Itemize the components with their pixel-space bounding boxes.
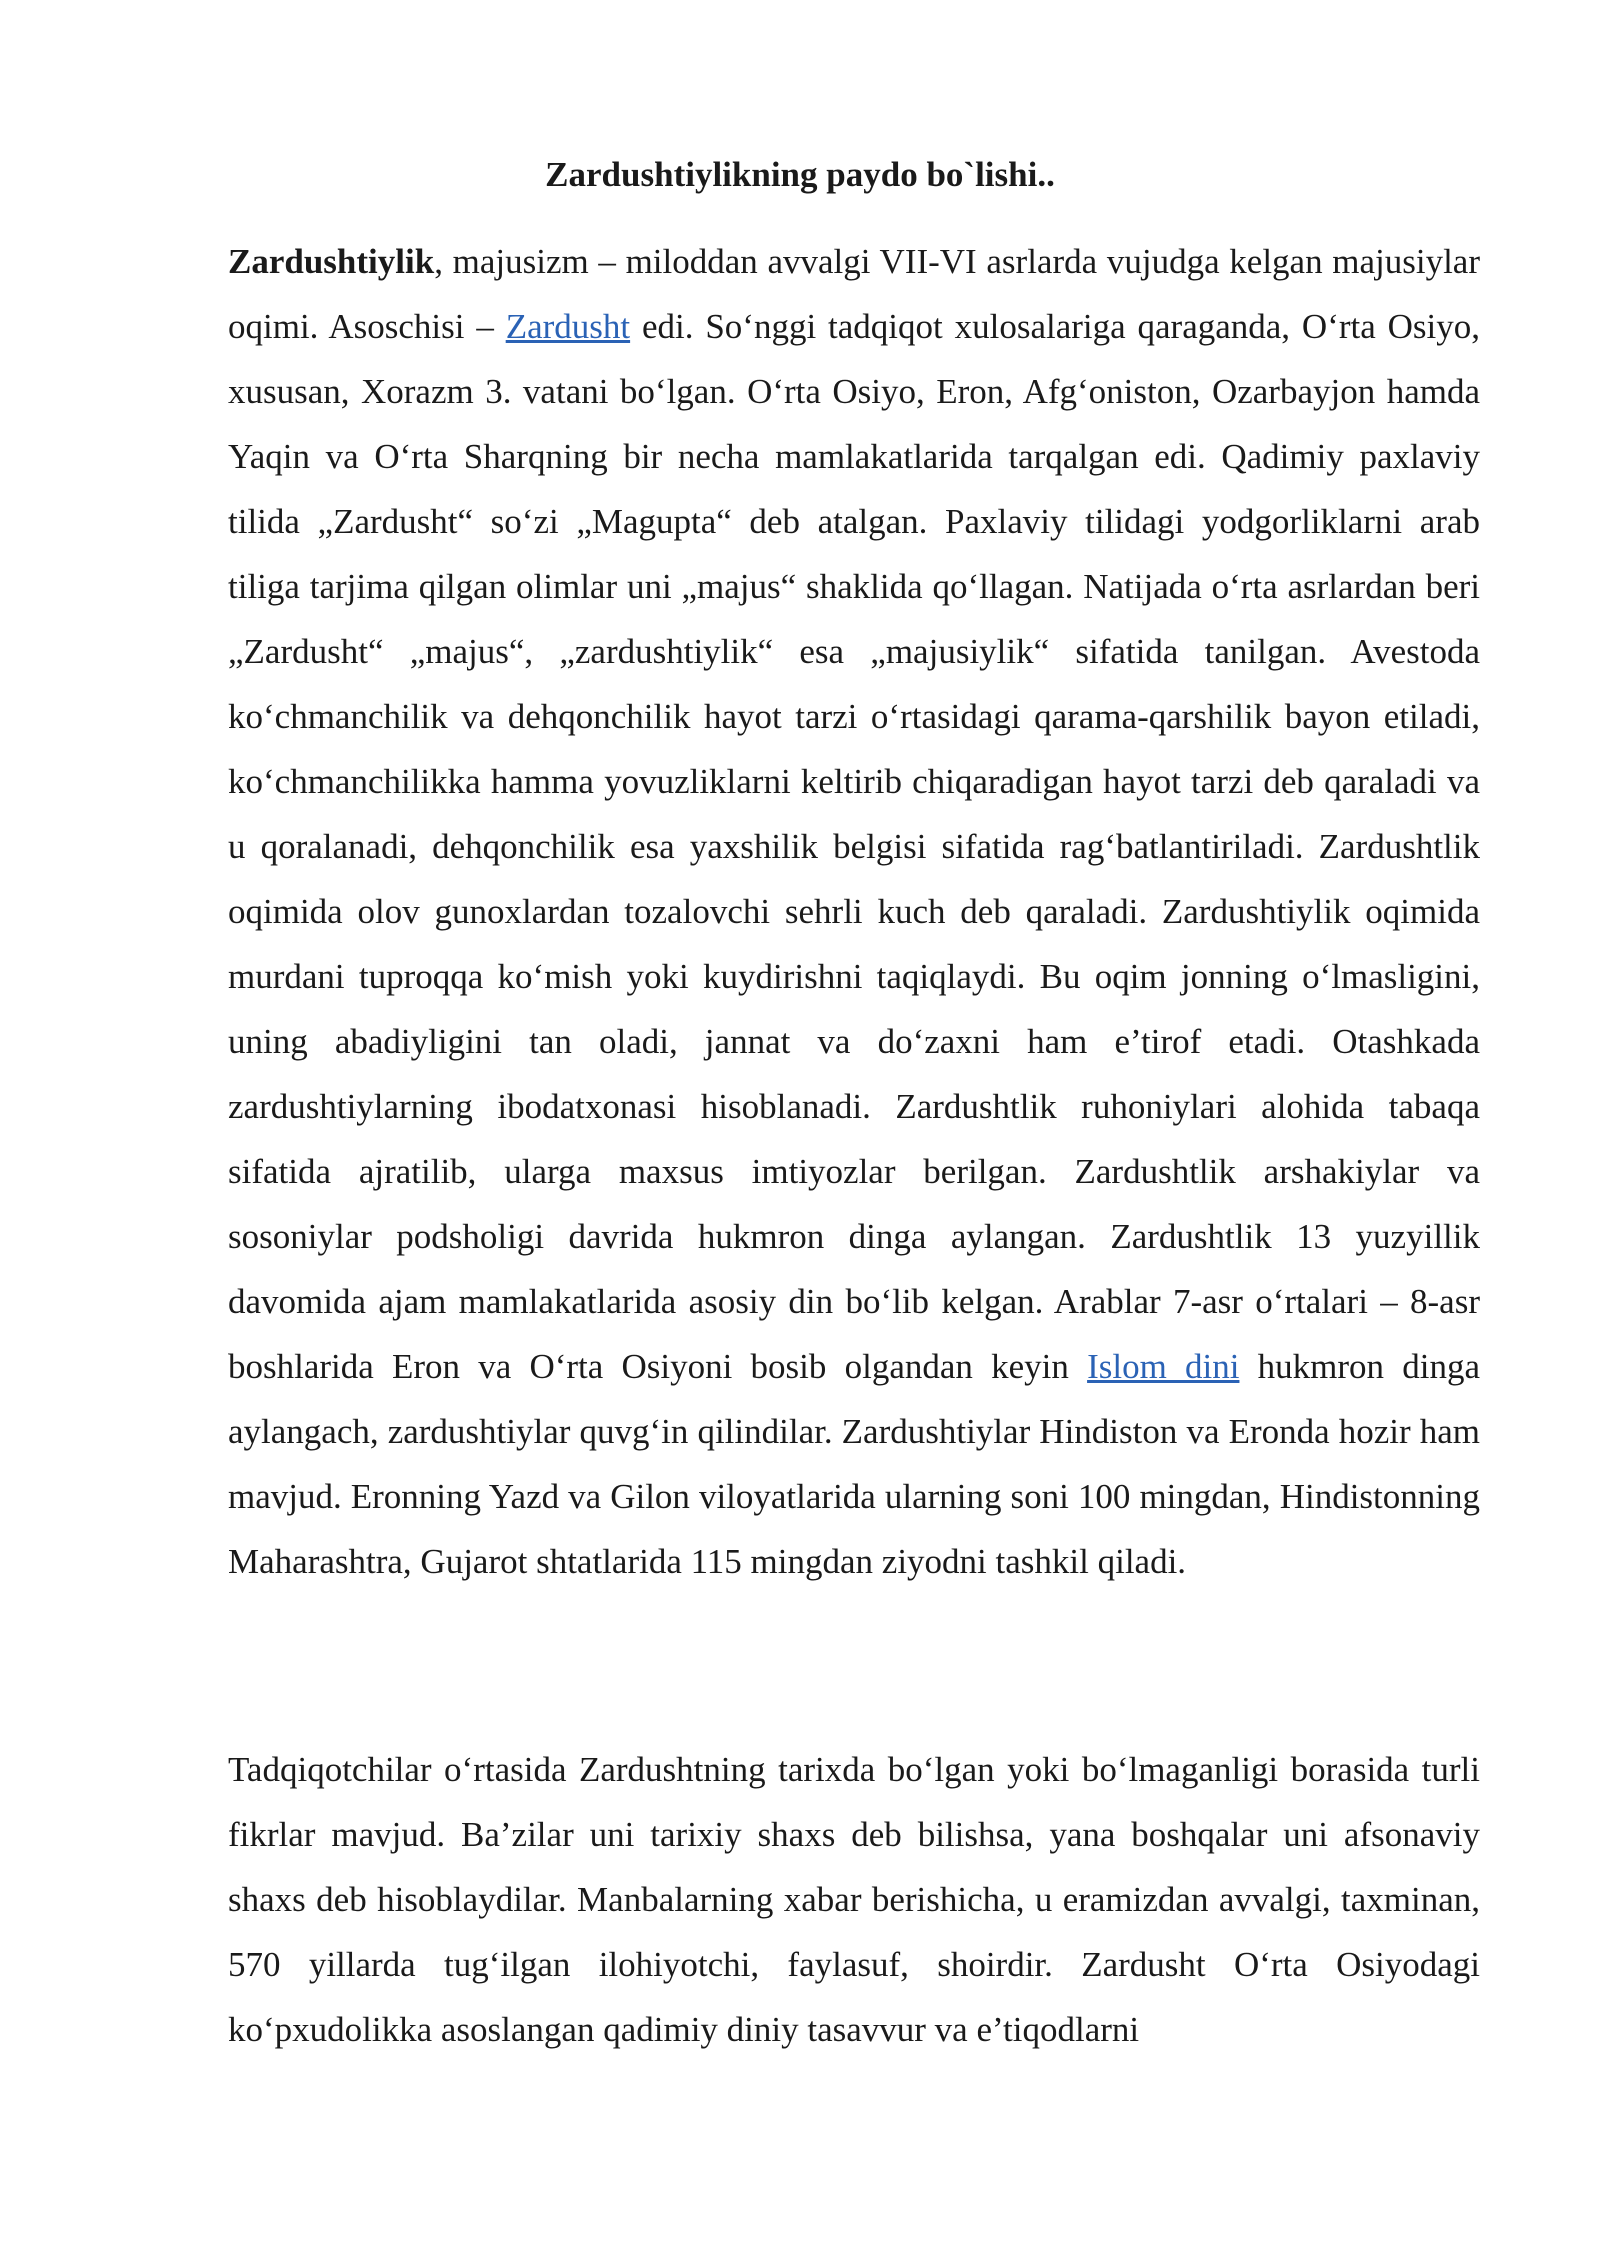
islom-dini-link[interactable]: Islom dini [1087,1347,1240,1386]
paragraph-1-text-a: , majusizm – miloddan avvalgi VII-VI asrlarda vujudga kelgan majusiylar oqimi. Asoschisi – [228,242,1480,346]
paragraph-2: Tadqiqotchilar o‘rtasida Zardushtning tarixda bo‘lgan yoki bo‘lmaganligi borasida turli fikrlar mavjud. Ba’zilar uni tarixiy shaxs deb bilishsa, yana boshqalar uni afsonaviy shaxs deb hisoblaydilar. Manbalarning xabar berishicha, u eramizdan avvalgi, taxminan, 570 yillarda tug‘ilgan ilohiyotchi, faylasuf, shoirdir. Zardusht O‘rta Osiyodagi ko‘pxudolikka asoslangan qadimiy diniy tasavvur va e’tiqodlarni [228,1750,1480,2049]
paragraph-1-text-b: edi. So‘nggi tadqiqot xulosalariga qaraganda, O‘rta Osiyo, xususan, Xorazm 3. vatani bo‘lgan. O‘rta Osiyo, Eron, Afg‘oniston, Ozarbayjon hamda Yaqin va O‘rta Sharqning bir necha mamlakatlarida tarqalgan edi. Qadimiy paxlaviy tilida „Zardusht“ so‘zi „Magupta“ deb atalgan. Paxlaviy tilidagi yodgorliklarni arab tiliga tarjima qilgan olimlar uni „majus“ shaklida qo‘llagan. Natijada o‘rta asrlardan beri „Zardusht“ „majus“, „zardushtiylik“ esa „majusiylik“ sifatida tanilgan. Avestoda ko‘chmanchilik va dehqonchilik hayot tarzi o‘rtasidagi qarama-qarshilik bayon etiladi, ko‘chmanchilikka hamma yovuzliklarni keltirib chiqaradigan hayot tarzi deb qaraladi va u qoralanadi, dehqonchilik esa yaxshilik belgisi sifatida rag‘batlantiriladi. Zardushtlik oqimida olov gunoxlardan tozalovchi sehrli kuch deb qaraladi. Zardushtiylik oqimida murdani tuproqqa ko‘mish yoki kuydirishni taqiqlaydi. Bu oqim jonning o‘lmasligini, uning abadiyligini tan oladi, jannat va do‘zaxni ham e’tirof etadi. Otashkada zardushtiylarning ibodatxonasi hisoblanadi. Zardushtlik ruhoniylari alohida tabaqa sifatida ajratilib, ularga maxsus imtiyozlar berilgan. Zardushtlik arshakiylar va sosoniylar podsholigi davrida hukmron dinga aylangan. Zardushtlik 13 yuzyillik davomida ajam mamlakatlarida asosiy din bo‘lib kelgan. Arablar 7-asr o‘rtalari – 8-asr boshlarida Eron va O‘rta Osiyoni bosib olgandan keyin [228,307,1480,1386]
paragraph-1-text-c: hukmron dinga aylangach, zardushtiylar quvg‘in qilindilar. Zardushtiylar Hindiston va Eronda hozir ham mavjud. Eronning Yazd va Gilon viloyatlarida ularning soni 100 mingdan, Hindistonning Maharashtra, Gujarot shtatlarida 115 mingdan ziyodni tashkil qiladi. [228,1347,1480,1581]
lead-term: Zardushtiylik [228,242,435,281]
paragraph-1 [228,229,1480,1594]
zardusht-link[interactable]: Zardusht [505,307,631,346]
document-title: Zardushtiylikning paydo bo`lishi.. [545,155,1055,194]
